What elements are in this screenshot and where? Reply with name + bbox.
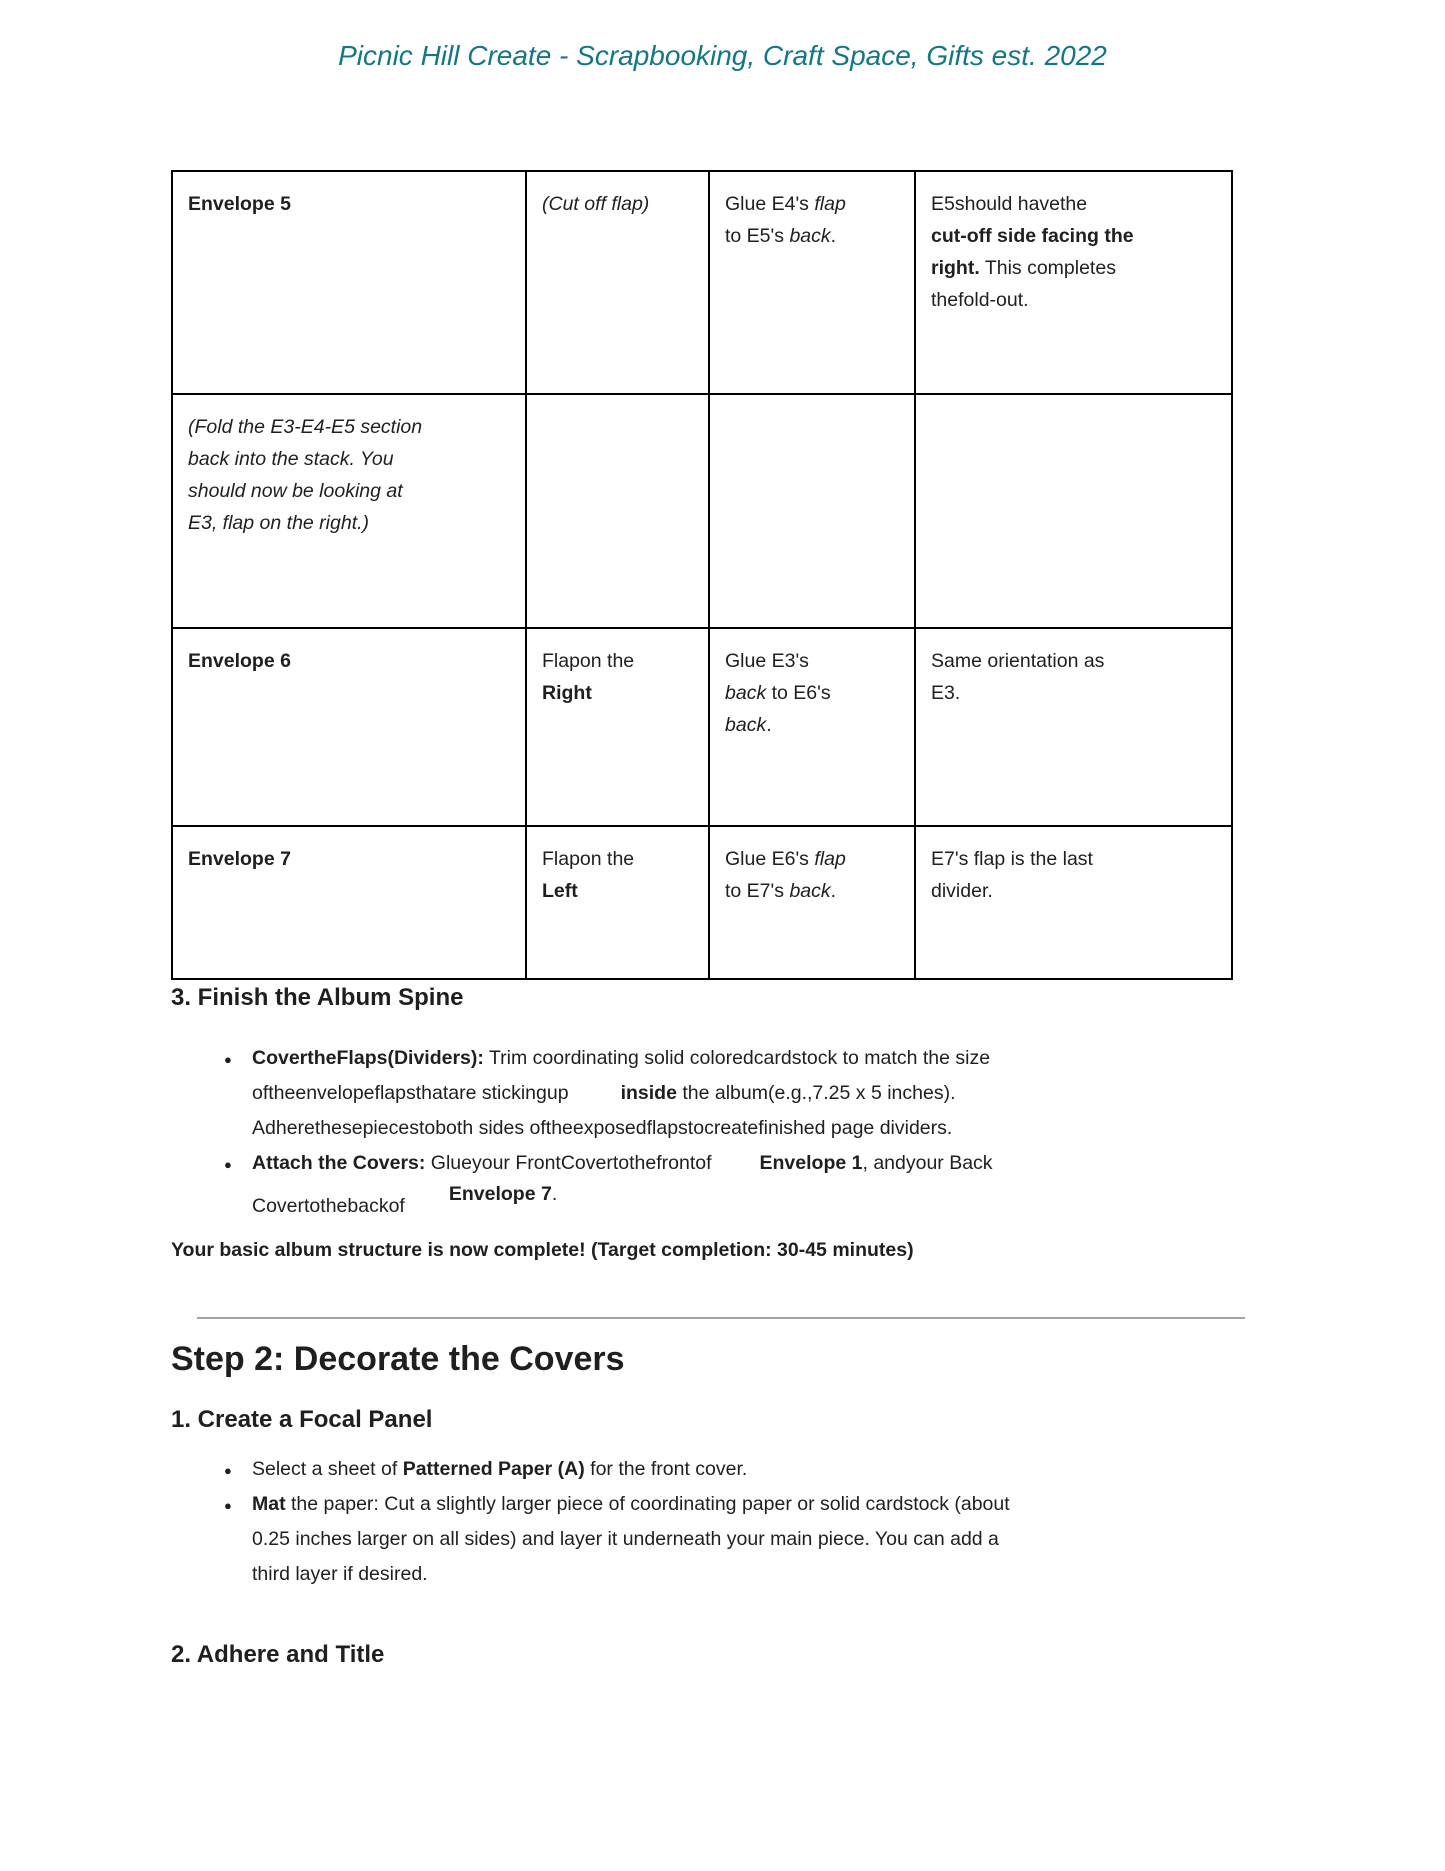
cell-envelope6-glue: Glue E3's back to E6's back. <box>709 628 915 826</box>
list-item-attach-the-covers: ● Attach the Covers: Glueyour FrontCovertothefrontof Envelope 1, andyour Back CovertothebackofEnvelope 7. <box>171 1146 1266 1224</box>
cell-envelope5-name: Envelope 5 <box>172 171 526 394</box>
cell-empty-3 <box>915 394 1232 628</box>
cell-empty-2 <box>709 394 915 628</box>
cell-envelope6-note: Same orientation as E3. <box>915 628 1232 826</box>
album-complete-note: Your basic album structure is now complete! (Target completion: 30-45 minutes) <box>171 1239 914 1261</box>
list-item-mat-the-paper: ● Mat the paper: Cut a slightly larger piece of coordinating paper or solid cardstock (about 0.25 inches larger on all sides) and layer it underneath your main piece. You can add a third layer if desired. <box>171 1487 1266 1592</box>
finish-album-spine-heading: 3. Finish the Album Spine <box>171 984 464 1011</box>
cell-fold-note: (Fold the E3-E4-E5 section back into the stack. You should now be looking at E3, flap on the right.) <box>172 394 526 628</box>
table-row-envelope-5 <box>172 171 1232 394</box>
cell-envelope7-flap: Flapon the Left <box>526 826 709 979</box>
list-item-cover-the-flaps: ● CovertheFlaps(Dividers): Trim coordinating solid coloredcardstock to match the size oftheenvelopeflapsthatare stickingup inside the album(e.g.,7.25 x 5 inches). Adherethesepiecestoboth sides oftheexposedflapstocreatefinished page dividers. <box>171 1041 1266 1146</box>
table-row-fold-note <box>172 394 1232 628</box>
cell-envelope5-glue: Glue E4's flap to E5's back. <box>709 171 915 394</box>
cell-envelope5-note: E5should havethe cut-off side facing the right. This completes thefold-out. <box>915 171 1232 394</box>
cell-envelope7-note: E7's flap is the last divider. <box>915 826 1232 979</box>
cell-envelope7-name: Envelope 7 <box>172 826 526 979</box>
cell-envelope6-name: Envelope 6 <box>172 628 526 826</box>
cell-envelope7-glue: Glue E6's flap to E7's back. <box>709 826 915 979</box>
table-row-envelope-6 <box>172 628 1232 826</box>
adhere-and-title-heading: 2. Adhere and Title <box>171 1641 385 1668</box>
cell-empty-1 <box>526 394 709 628</box>
create-focal-panel-heading: 1. Create a Focal Panel <box>171 1406 433 1433</box>
cell-envelope5-flap: (Cut off flap) <box>526 171 709 394</box>
horizontal-rule <box>197 1317 1245 1319</box>
document-header-title: Picnic Hill Create - Scrapbooking, Craft Space, Gifts est. 2022 <box>338 40 1107 71</box>
envelope-instructions-table <box>171 170 1233 980</box>
step2-heading: Step 2: Decorate the Covers <box>171 1340 625 1378</box>
finish-album-spine-list <box>171 1041 1266 1224</box>
list-item-select-patterned-paper: ● Select a sheet of Patterned Paper (A) for the front cover. <box>171 1452 1266 1487</box>
focal-panel-list <box>171 1452 1266 1592</box>
cell-envelope6-flap: Flapon the Right <box>526 628 709 826</box>
table-row-envelope-7 <box>172 826 1232 979</box>
